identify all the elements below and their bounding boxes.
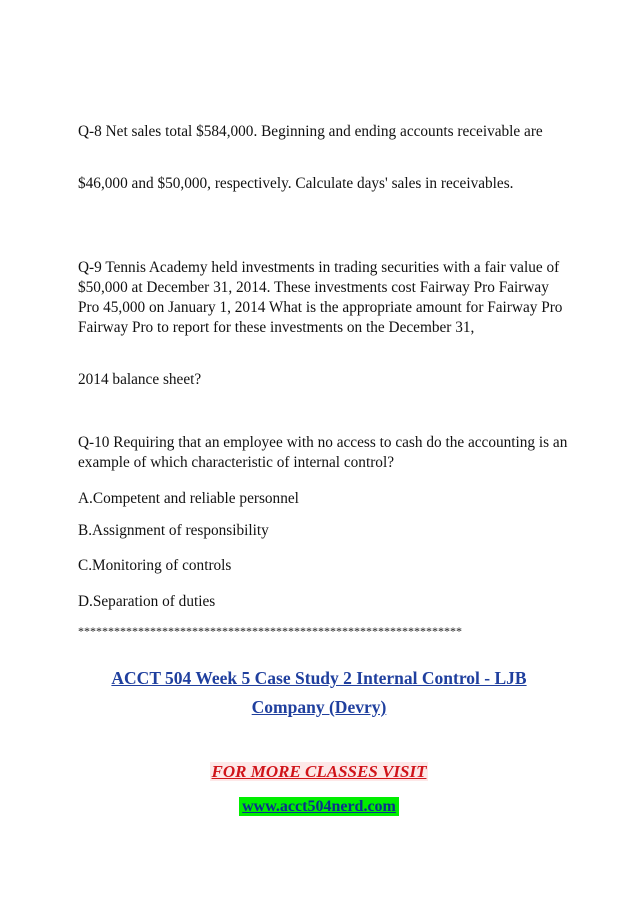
course-title-block: [0, 664, 638, 722]
q8-line2: $46,000 and $50,000, respectively. Calculate days' sales in receivables.: [78, 175, 514, 192]
q10-option-a: A.Competent and reliable personnel: [78, 490, 299, 507]
q8-line1: Q-8 Net sales total $584,000. Beginning and ending accounts receivable are: [78, 123, 543, 140]
visit-text: FOR MORE CLASSES VISIT: [211, 762, 427, 781]
q10-option-b: B.Assignment of responsibility: [78, 522, 269, 539]
q10-question: Q-10 Requiring that an employee with no access to cash do the accounting is an example of which characteristic of internal control?: [78, 434, 568, 471]
website-link[interactable]: www.acct504nerd.com: [239, 797, 399, 816]
course-title-link[interactable]: ACCT 504 Week 5 Case Study 2 Internal Control - LJB Company (Devry): [111, 668, 527, 717]
website-block: [0, 798, 638, 816]
q10-option-d: D.Separation of duties: [78, 593, 216, 610]
q9-question-tail: 2014 balance sheet?: [78, 371, 202, 388]
asterisk-divider: ****************************************************************: [78, 624, 462, 638]
q10-option-c: C.Monitoring of controls: [78, 557, 232, 574]
visit-block: [0, 762, 638, 782]
q9-question: Q-9 Tennis Academy held investments in trading securities with a fair value of $50,000 at December 31, 2014. These investments cost Fairway Pro Fairway Pro 45,000 on January 1, 2014 What is the appropriate amount for Fairway Pro Fairway Pro to report for these investments on the December 31,: [78, 259, 563, 336]
